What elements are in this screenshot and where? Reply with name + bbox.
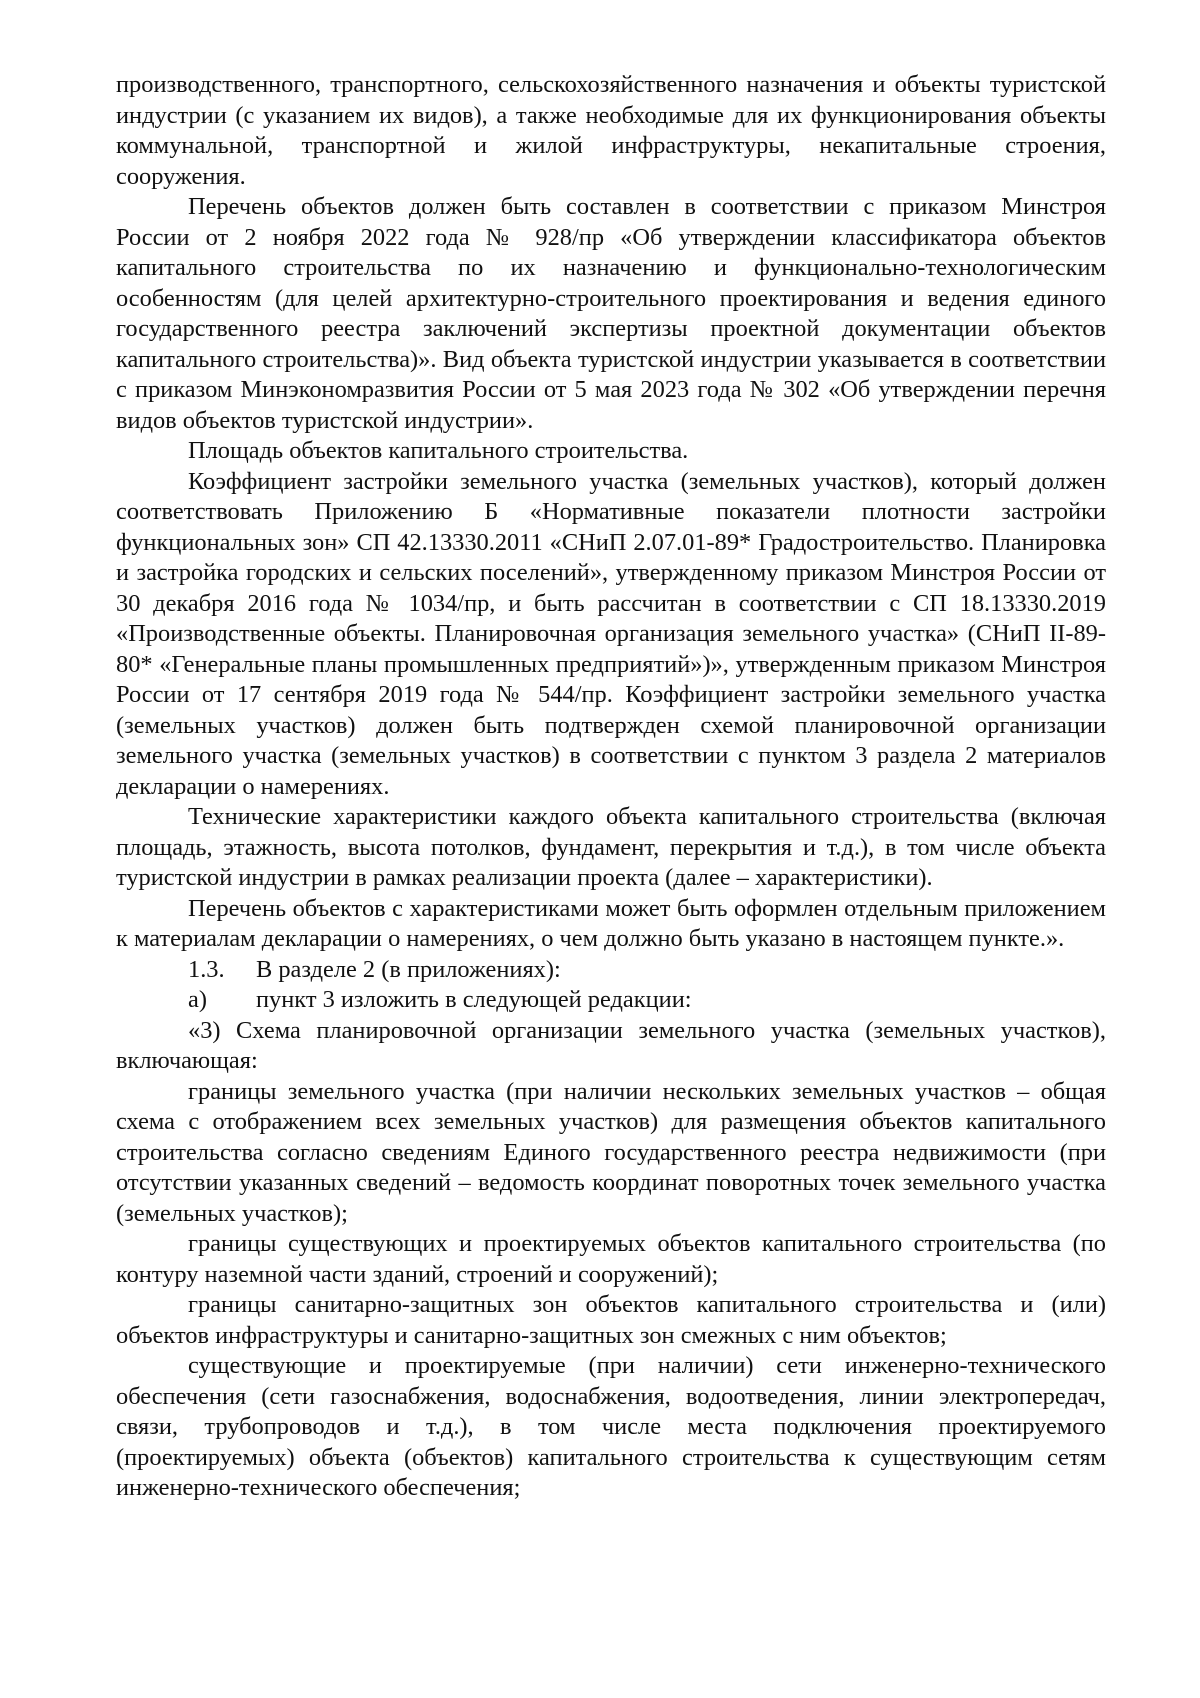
paragraph-object-boundaries: границы существующих и проектируемых объектов капитального строительства (по контуру наземной части зданий, строений и сооружений); <box>116 1230 1106 1288</box>
paragraph-site-plan-scheme: «3) Схема планировочной организации земельного участка (земельных участков), включающая: <box>116 1016 1106 1074</box>
document-page <box>116 70 1106 1504</box>
list-item-text: пункт 3 изложить в следующей редакции: <box>256 986 692 1013</box>
paragraph-engineering-networks: существующие и проектируемые (при наличии) сети инженерно-технического обеспечения (сети газоснабжения, водоснабжения, водоотведения, линии электропередач, связи, трубопроводов и т.д.), в том числе места подключения проектируемого (проектируемых) объекта (объектов) капитального строительства к существующим сетям инженерно-технического обеспечения; <box>116 1352 1106 1501</box>
paragraph-sanitary-zones: границы санитарно-защитных зон объектов капитального строительства и (или) объектов инфраструктуры и санитарно-защитных зон смежных с ним объектов; <box>116 1291 1106 1349</box>
list-item-text: В разделе 2 (в приложениях): <box>256 955 561 983</box>
list-item-number: а) <box>188 986 207 1013</box>
paragraph-land-plot-boundaries: границы земельного участка (при наличии нескольких земельных участков – общая схема с отображением всех земельных участков) для размещения объектов капитального строительства согласно сведениям Единого государственного реестра недвижимости (при отсутствии указанных сведений – ведомость координат поворотных точек земельного участка (земельных участков); <box>116 1077 1106 1227</box>
list-item-section-2 <box>116 955 1106 986</box>
paragraph-object-list-appendix: Перечень объектов с характеристиками может быть оформлен отдельным приложением к материалам декларации о намерениях, о чем должно быть указано в настоящем пункте.». <box>116 894 1106 952</box>
paragraph-technical-characteristics: Технические характеристики каждого объекта капитального строительства (включая площадь, этажность, высота потолков, фундамент, перекрытия и т.д.), в том числе объекта туристской индустрии в рамках реализации проекта (далее – характеристики). <box>116 803 1106 891</box>
paragraph-building-area: Площадь объектов капитального строительства. <box>188 437 689 464</box>
paragraph-object-list-requirements: Перечень объектов должен быть составлен в соответствии с приказом Минстроя России от 2 ноября 2022 года № 928/пр «Об утверждении классификатора объектов капитального строительства по их назначению и функционально-технологическим особенностям (для целей архитектурно-строительного проектирования и ведения единого государственного реестра заключений экспертизы проектной документации объектов капитального строительства)». Вид объекта туристской индустрии указывается в соответствии с приказом Минэкономразвития России от 5 мая 2023 года № 302 «Об утверждении перечня видов объектов туристской индустрии». <box>116 193 1106 434</box>
list-item-point-3 <box>116 985 1106 1016</box>
list-item-number: 1.3. <box>188 955 225 983</box>
paragraph-building-coefficient: Коэффициент застройки земельного участка (земельных участков), который должен соответствовать Приложению Б «Нормативные показатели плотности застройки функциональных зон» СП 42.13330.2011 «СНиП 2.07.01-89* Градостроительство. Планировка и застройка городских и сельских поселений», утвержденному приказом Минстроя России от 30 декабря 2016 года № 1034/пр, и быть рассчитан в соответствии с СП 18.13330.2019 «Производственные объекты. Планировочная организация земельного участка» (СНиП II-89-80* «Генеральные планы промышленных предприятий»)», утвержденным приказом Минстроя России от 17 сентября 2019 года № 544/пр. Коэффициент застройки земельного участка (земельных участков) должен быть подтвержден схемой планировочной организации земельного участка (земельных участков) в соответствии с пунктом 3 раздела 2 материалов декларации о намерениях. <box>116 467 1106 800</box>
paragraph-continuation: производственного, транспортного, сельскохозяйственного назначения и объекты туристской индустрии (с указанием их видов), а также необходимые для их функционирования объекты коммунальной, транспортной и жилой инфраструктуры, некапитальные строения, сооружения. <box>116 71 1106 190</box>
